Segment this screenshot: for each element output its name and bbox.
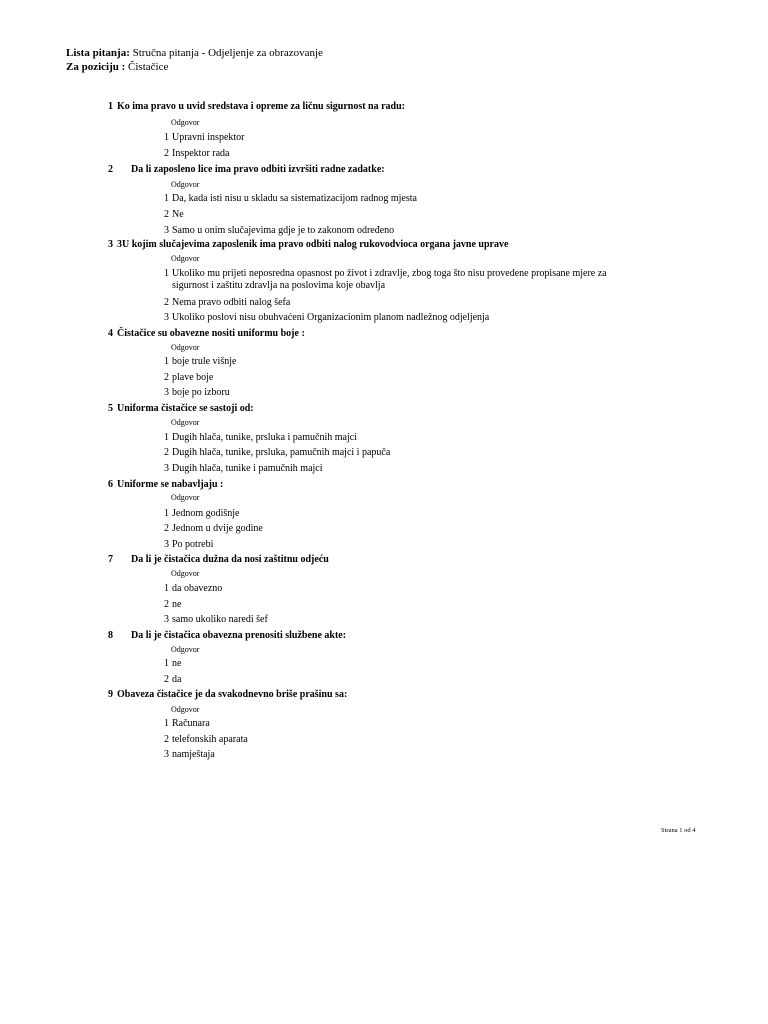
answer-text: Jednom godišnje [172, 508, 240, 519]
question-text: Čistačice su obavezne nositi uniformu boje : [117, 328, 305, 339]
answer-text: Dugih hlača, tunike, prsluka, pamučnih majci i papuča [172, 447, 391, 458]
answer-number: 1 [164, 432, 169, 443]
list-value: Stručna pitanja - Odjeljenje za obrazovanje [132, 47, 323, 59]
question-number: 7 [108, 554, 113, 565]
answer-number: 2 [164, 148, 169, 159]
question-text: 3U kojim slučajevima zaposlenik ima pravo odbiti nalog rukovodvioca organa javne uprave [117, 239, 509, 250]
answer-number: 3 [164, 387, 169, 398]
question-text: Da li je čistačica obavezna prenositi službene akte: [131, 630, 347, 641]
answer-label: Odgovor [171, 645, 200, 654]
answer-text: Ne [172, 209, 184, 220]
answer-number: 2 [164, 297, 169, 308]
answer-number: 2 [164, 447, 169, 458]
answer-label: Odgovor [171, 180, 200, 189]
answer-text: da [172, 674, 182, 685]
question-text: Ko ima pravo u uvid sredstava i opreme za ličnu sigurnost na radu: [117, 101, 405, 112]
answer-number: 1 [164, 268, 169, 279]
answer-text: boje trule višnje [172, 356, 237, 367]
answer-label: Odgovor [171, 418, 200, 427]
answer-text: Samo u onim slučajevima gdje je to zakonom određeno [172, 225, 395, 236]
answer-text: namještaja [172, 749, 215, 760]
answer-number: 1 [164, 718, 169, 729]
question-number: 8 [108, 630, 113, 641]
question-text: Uniforme se nabavljaju : [117, 479, 224, 490]
question-number: 5 [108, 403, 113, 414]
question-text: Obaveza čistačice je da svakodnevno briše prašinu sa: [117, 689, 348, 700]
list-label: Lista pitanja: [66, 47, 130, 59]
answer-number: 1 [164, 658, 169, 669]
answer-text: Inspektor rada [172, 148, 230, 159]
question-number: 9 [108, 689, 113, 700]
answer-text: ne [172, 658, 182, 669]
answer-number: 3 [164, 463, 169, 474]
answer-number: 2 [164, 599, 169, 610]
question-text: Da li je čistačica dužna da nosi zaštitnu odjeću [131, 554, 329, 565]
answer-label: Odgovor [171, 569, 200, 578]
answer-number: 3 [164, 312, 169, 323]
answer-text: Po potrebi [172, 539, 214, 550]
answer-label: Odgovor [171, 493, 200, 502]
answer-number: 2 [164, 734, 169, 745]
answer-label: Odgovor [171, 118, 200, 127]
answer-text: Nema pravo odbiti nalog šefa [172, 297, 291, 308]
answer-number: 1 [164, 132, 169, 143]
answer-number: 1 [164, 508, 169, 519]
question-text: Da li zaposleno lice ima pravo odbiti izvršiti radne zadatke: [131, 164, 385, 175]
answer-number: 1 [164, 356, 169, 367]
answer-text: Dugih hlača, tunike i pamučnih majci [172, 463, 323, 474]
question-number: 1 [108, 101, 113, 112]
question-number: 4 [108, 328, 113, 339]
question-number: 6 [108, 479, 113, 490]
answer-text: telefonskih aparata [172, 734, 248, 745]
answer-text: boje po izboru [172, 387, 230, 398]
position-label: Za poziciju : [66, 61, 126, 73]
answer-text: Dugih hlača, tunike, prsluka i pamučnih majci [172, 432, 357, 443]
answer-text: Ukoliko poslovi nisu obuhvaćeni Organizacionim planom nadležnog odjeljenja [172, 312, 490, 323]
answer-number: 2 [164, 209, 169, 220]
answer-label: Odgovor [171, 343, 200, 352]
answer-text: Jednom u dvije godine [172, 523, 263, 534]
answer-text: da obavezno [172, 583, 223, 594]
answer-text: Da, kada isti nisu u skladu sa sistematizacijom radnog mjesta [172, 193, 417, 204]
answer-text: plave boje [172, 372, 214, 383]
answer-text: ne [172, 599, 182, 610]
answer-number: 2 [164, 674, 169, 685]
answer-text: Računara [172, 718, 210, 729]
answer-number: 3 [164, 749, 169, 760]
answer-number: 2 [164, 372, 169, 383]
answer-number: 2 [164, 523, 169, 534]
answer-label: Odgovor [171, 705, 200, 714]
page-number: Strana 1 od 4 [661, 827, 696, 834]
answer-number: 3 [164, 225, 169, 236]
question-number: 2 [108, 164, 113, 175]
answer-label: Odgovor [171, 254, 200, 263]
answer-text: Upravni inspektor [172, 132, 245, 143]
answer-number: 1 [164, 193, 169, 204]
answer-number: 1 [164, 583, 169, 594]
answer-text: Ukoliko mu prijeti neposredna opasnost po život i zdravlje, zbog toga što nisu provedene propisane mjere za sigurnost i zaštitu zdravlja na poslovima koje obavlja [172, 268, 607, 291]
position-value: Čistačice [128, 61, 169, 73]
question-number: 3 [108, 239, 113, 250]
answer-number: 3 [164, 539, 169, 550]
answer-text: samo ukoliko naredi šef [172, 614, 268, 625]
answer-number: 3 [164, 614, 169, 625]
question-text: Uniforma čistačice se sastoji od: [117, 403, 254, 414]
